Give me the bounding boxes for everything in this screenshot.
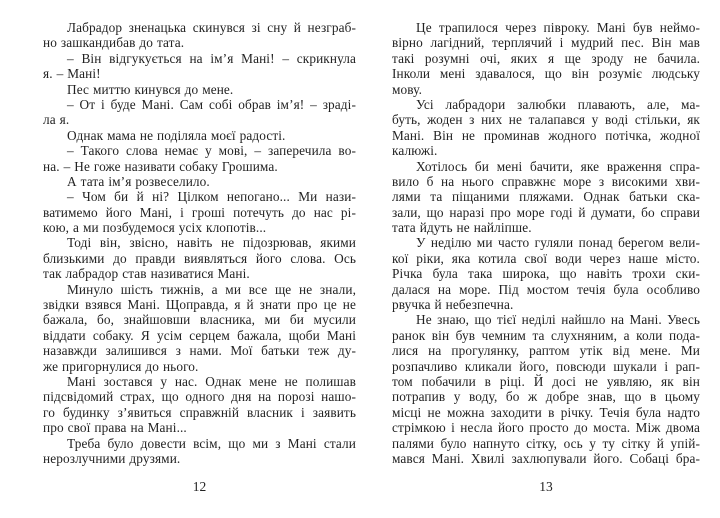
paragraph: [392, 159, 700, 236]
text-line: лися на прогулянку, раптом утік від мене. Ми: [392, 343, 700, 359]
text-line: калюжі.: [392, 143, 438, 159]
paragraph: [43, 436, 356, 467]
text-line: вірно лагідний, терплячий і мудрий пес. Він мав: [392, 35, 700, 51]
text-line: віддати собаку. Я усім серцем бажала, щоби Мані: [43, 327, 356, 343]
text-line: Це трапилося через півроку. Мані був неймо-: [416, 20, 700, 35]
paragraph: [43, 282, 356, 374]
paragraph: [43, 374, 356, 436]
text-line: же пригорнулися до нього.: [43, 358, 199, 374]
paragraph: [43, 143, 356, 174]
text-line: Річка була така широка, що навіть трохи ски-: [392, 266, 700, 282]
text-line: вило б на нього справжнє море з високими хви-: [392, 173, 700, 189]
text-line: кою, а ми позбудемося усіх клопотів...: [43, 220, 267, 236]
text-line: Треба було довести всім, що ми з Мані стали: [67, 435, 356, 451]
text-line: Минуло шість тижнів, а ми все ще не знали,: [67, 281, 356, 297]
text-line: далася на море. Під мостом течія була особливо: [392, 281, 700, 297]
text-line: Не знаю, що тієї неділі найшло на Мані. Увесь: [416, 312, 700, 328]
text-line: зали, що наразі про море годі й думати, бо справи: [392, 204, 700, 220]
paragraph: [43, 189, 356, 235]
text-line: буть, жоден з них не талапався у воді стільки, як: [392, 112, 700, 128]
paragraph: [43, 128, 356, 143]
text-line: палями було напнуто сітку, ось у ту сітку й упій-: [392, 435, 700, 451]
text-line: про свої права на Мані...: [43, 420, 187, 436]
paragraph: [43, 51, 356, 82]
text-line: – От і буде Мані. Сам собі обрав ім’я! – зраді-: [67, 96, 356, 112]
left-page-text: [43, 20, 356, 466]
text-line: го будинку з’явиться справжній власник і заявить: [43, 404, 356, 420]
text-line: – Чом би й ні? Цілком непогано... Ми нази-: [67, 189, 356, 205]
text-line: Усі лабрадори залюбки плавають, але, ма-: [416, 96, 700, 112]
text-line: рвучка й небезпечна.: [392, 297, 514, 313]
right-page: [392, 0, 700, 518]
text-line: Пес миттю кинувся до мене.: [67, 81, 234, 97]
text-line: я. – Мані!: [43, 66, 101, 82]
paragraph: [43, 235, 356, 281]
text-line: – Такого слова немає у мові, – заперечила во-: [67, 143, 356, 159]
text-line: на. – Не гоже називати собаку Грошима.: [43, 158, 278, 174]
text-line: тата йдуть не найліпше.: [392, 220, 532, 236]
text-line: розпачливо кликали його, повсюди шукали і рап-: [392, 358, 700, 374]
paragraph: [392, 235, 700, 312]
text-line: нерозлучними друзями.: [43, 450, 181, 466]
paragraph: [43, 174, 356, 189]
left-page-number: 12: [192, 479, 207, 494]
text-line: Мані зостався у нас. Однак мене не полишав: [67, 373, 356, 389]
paragraph: [43, 82, 356, 97]
text-line: ранок він був чемним та слухняним, а коли пода-: [392, 327, 700, 343]
text-line: Інколи мені здавалося, що він розуміє людську: [392, 66, 700, 82]
text-line: звідки взявся Мані. Щоправда, я й знати про це не: [43, 297, 356, 313]
right-page-text: [392, 20, 700, 466]
text-line: кої ріки, яка котила свої води через наше місто.: [392, 250, 700, 266]
text-line: Лабрадор зненацька скинувся зі сну й незграб-: [67, 20, 356, 35]
text-line: А тата ім’я розвеселило.: [67, 173, 210, 189]
text-line: Тоді він, звісно, навіть не підозрював, якими: [67, 235, 356, 251]
paragraph: [392, 97, 700, 159]
right-page-number: 13: [539, 479, 553, 494]
text-line: підсвідомий страх, що одного дня на порозі нашо-: [43, 389, 356, 405]
text-line: ватимемо його Мані, і гроші потечуть до нас рі-: [43, 204, 356, 220]
paragraph: [43, 97, 356, 128]
text-line: бажала, бо, знайшовши власника, ми би мусили: [43, 312, 356, 328]
text-line: мову.: [392, 81, 423, 97]
text-line: У неділю ми часто гуляли понад берегом вели-: [416, 235, 700, 251]
paragraph: [392, 312, 700, 466]
paragraph: [392, 20, 700, 97]
text-line: місці не можна заходити в річку. Течія була надто: [392, 404, 700, 420]
text-line: но зашкандибав до тата.: [43, 35, 185, 51]
text-line: – Він відгукується на ім’я Мані! – скрикнула: [67, 50, 356, 66]
text-line: Однак мама не поділяла моєї радості.: [67, 127, 286, 143]
text-line: Хотілось би мені бачити, яке враження спра-: [416, 158, 700, 174]
text-line: мався Мані. Хвилі захлюпували його. Собаці бра-: [392, 450, 700, 466]
text-line: такі розумні очі, яких я ще зроду не бачила.: [392, 50, 700, 66]
left-page: [43, 0, 356, 518]
text-line: назавжди залишився з нами. Мої батьки теж ду-: [43, 343, 356, 359]
text-line: том побачили в ріці. Й досі не уявляю, як він: [392, 373, 700, 389]
text-line: лями та піщаними пляжами. Однак батьки ска-: [392, 189, 700, 205]
text-line: Мані. Він не проминав жодного потічка, жодної: [392, 127, 700, 143]
paragraph: [43, 20, 356, 51]
text-line: близькими до правди виявляться його слова. Ось: [43, 250, 356, 266]
text-line: потрапив у воду, бо ж добре знав, що в цьому: [392, 389, 700, 405]
text-line: стрімкою і несла його просто до моста. Між двома: [392, 420, 700, 436]
text-line: ла я.: [43, 112, 70, 128]
text-line: так лабрадор став називатися Мані.: [43, 266, 250, 282]
